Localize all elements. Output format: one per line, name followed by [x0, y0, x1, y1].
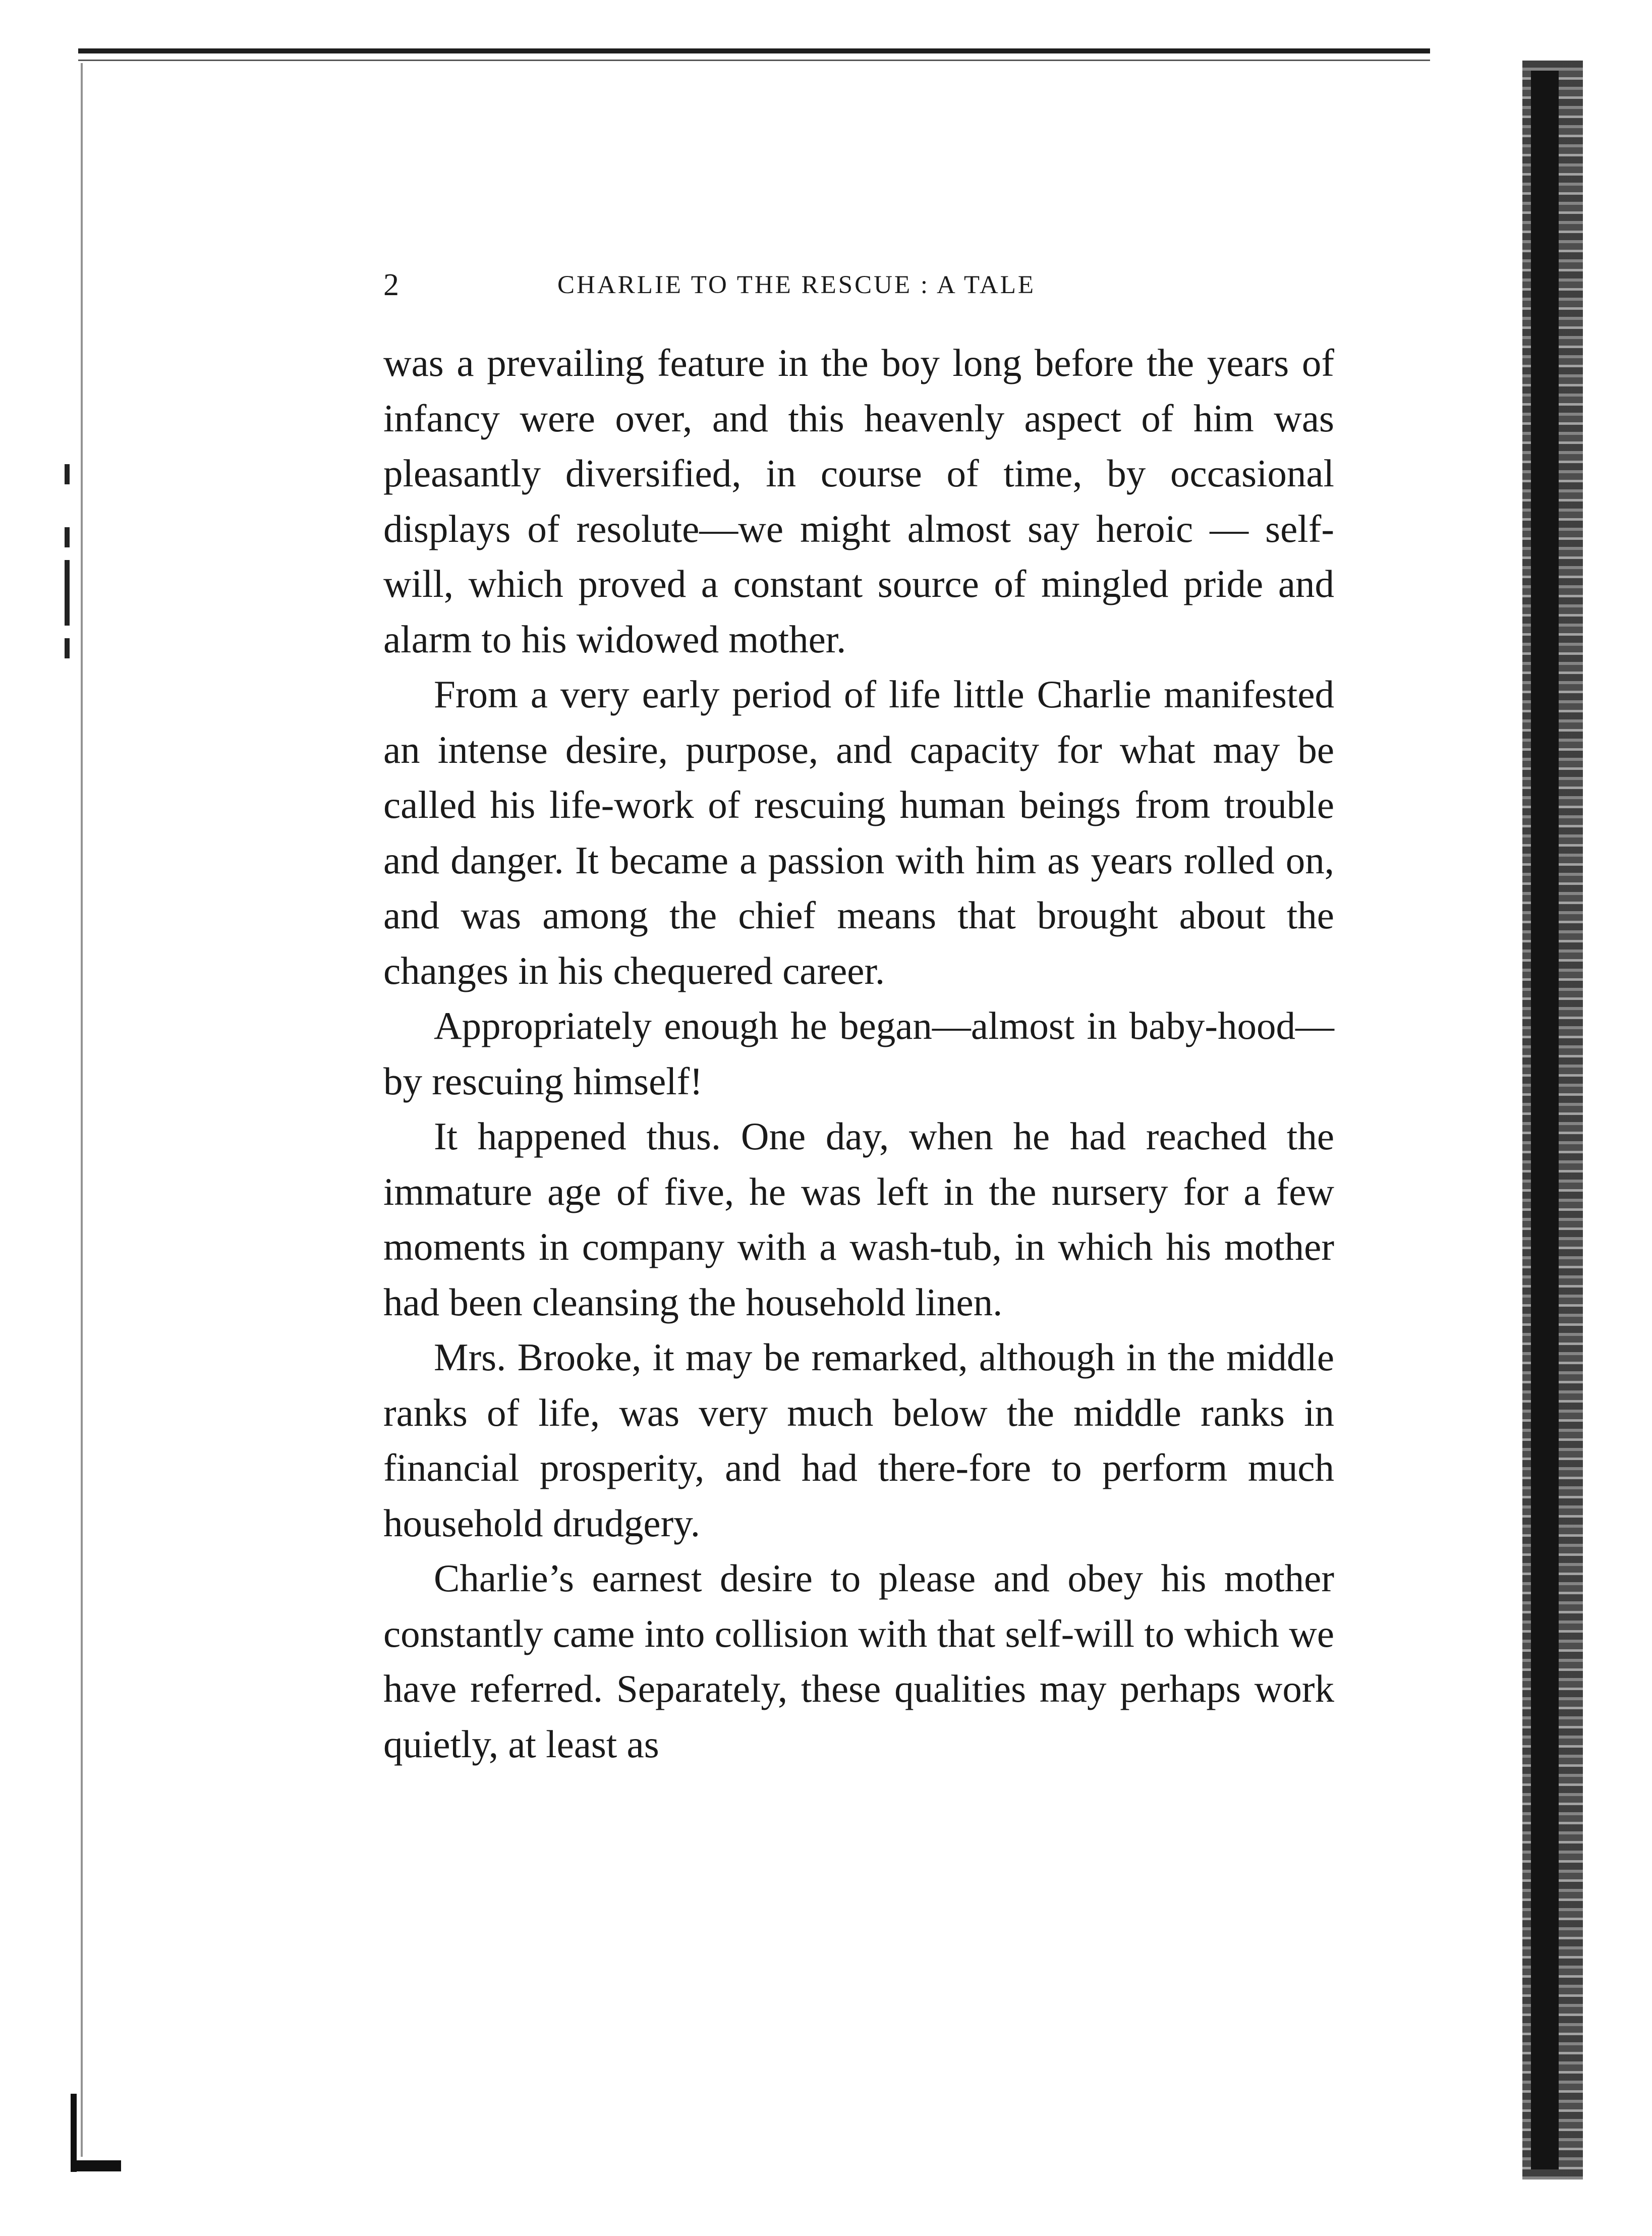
left-edge-mark — [65, 638, 70, 658]
running-head: CHARLIE TO THE RESCUE : A TALE — [557, 271, 1036, 299]
top-border-rule — [78, 48, 1430, 53]
page-number: 2 — [383, 268, 399, 302]
left-edge-mark — [65, 527, 70, 547]
paragraph: It happened thus. One day, when he had reached the immature age of five, he was left in the nursery for a few moments in company with a wash-tub, in which his mother had been cleansing the household linen. — [383, 1114, 1334, 1324]
left-edge-mark — [65, 560, 70, 626]
paragraph: Charlie’s earnest desire to please and obey his mother constantly came into collision with that self-will to which we have referred. Separately, these qualities may perhaps work quietly, at least as — [383, 1556, 1334, 1766]
left-page-edge — [81, 63, 83, 2157]
paragraph: From a very early period of life little Charlie manifested an intense desire, purpose, and capacity for what may be called his life-work of rescuing human beings from trouble and danger. It became a passion with him as years rolled on, and was among the chief means that brought about the changes in his chequered career. — [383, 673, 1334, 992]
right-binding-shadow — [1531, 71, 1559, 2169]
body-text — [383, 336, 1334, 1772]
paragraph: Mrs. Brooke, it may be remarked, although in the middle ranks of life, was very much below the middle ranks in financial prosperity, and had there-fore to perform much household drudgery. — [383, 1335, 1334, 1545]
top-border-rule-thin — [78, 60, 1430, 61]
bottom-left-corner-mark — [71, 2160, 121, 2171]
paragraph: Appropriately enough he began—almost in baby-hood—by rescuing himself! — [383, 1004, 1334, 1103]
left-edge-mark — [65, 464, 70, 484]
paragraph: was a prevailing feature in the boy long before the years of infancy were over, and this heavenly aspect of him was pleasantly diversified, in course of time, by occasional displays of resolute—we might almost say heroic — self-will, which proved a constant source of mingled pride and alarm to his widowed mother. — [383, 341, 1334, 661]
page-header — [383, 262, 1342, 308]
